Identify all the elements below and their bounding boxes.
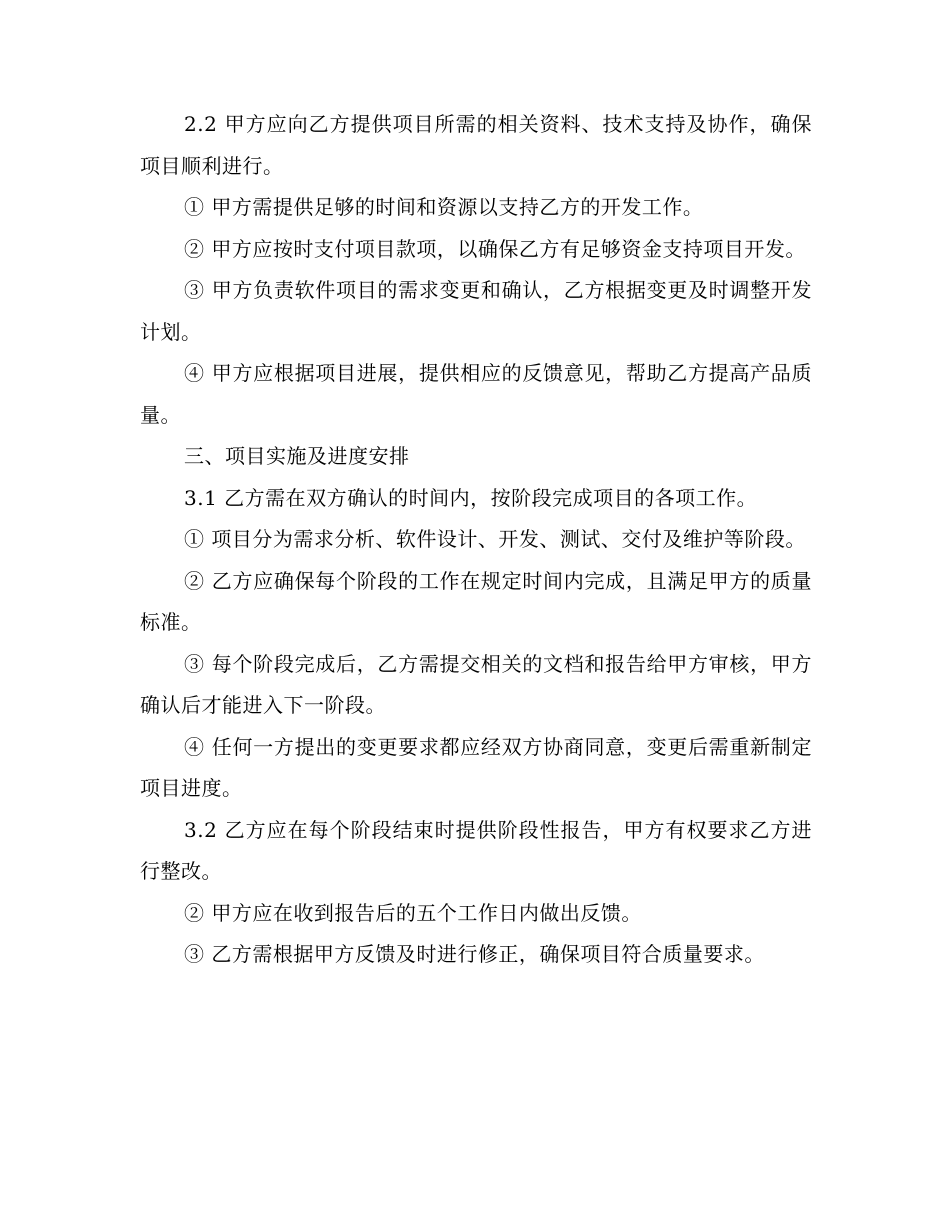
- list-item: ③ 乙方需根据甲方反馈及时进行修正，确保项目符合质量要求。: [184, 942, 765, 966]
- paragraph-3-1: 3.1 乙方需在双方确认的时间内，按阶段完成项目的各项工作。: [184, 485, 758, 510]
- list-item: ③ 每个阶段完成后，乙方需提交相关的文档和报告给甲方审核，甲方确认后才能进入下一阶段。: [140, 651, 812, 717]
- list-item: ① 项目分为需求分析、软件设计、开发、测试、交付及维护等阶段。: [184, 527, 806, 551]
- list-item: ③ 甲方负责软件项目的需求变更和确认，乙方根据变更及时调整开发计划。: [140, 278, 812, 344]
- list-item: ① 甲方需提供足够的时间和资源以支持乙方的开发工作。: [184, 195, 704, 219]
- list-item: ② 甲方应按时支付项目款项，以确保乙方有足够资金支持项目开发。: [184, 236, 806, 261]
- list-item: ② 乙方应确保每个阶段的工作在规定时间内完成，且满足甲方的质量标准。: [140, 568, 812, 634]
- list-item: ④ 任何一方提出的变更要求都应经双方协商同意，变更后需重新制定项目进度。: [140, 734, 812, 800]
- section-heading: 三、项目实施及进度安排: [184, 444, 410, 468]
- list-item: ② 甲方应在收到报告后的五个工作日内做出反馈。: [184, 900, 642, 925]
- document-body: [140, 104, 812, 976]
- paragraph-2-2: 2.2 甲方应向乙方提供项目所需的相关资料、技术支持及协作，确保项目顺利进行。: [140, 112, 812, 178]
- paragraph-3-2: 3.2 乙方应在每个阶段结束时提供阶段性报告，甲方有权要求乙方进行整改。: [140, 817, 812, 883]
- list-item: ④ 甲方应根据项目进展，提供相应的反馈意见，帮助乙方提高产品质量。: [140, 361, 812, 427]
